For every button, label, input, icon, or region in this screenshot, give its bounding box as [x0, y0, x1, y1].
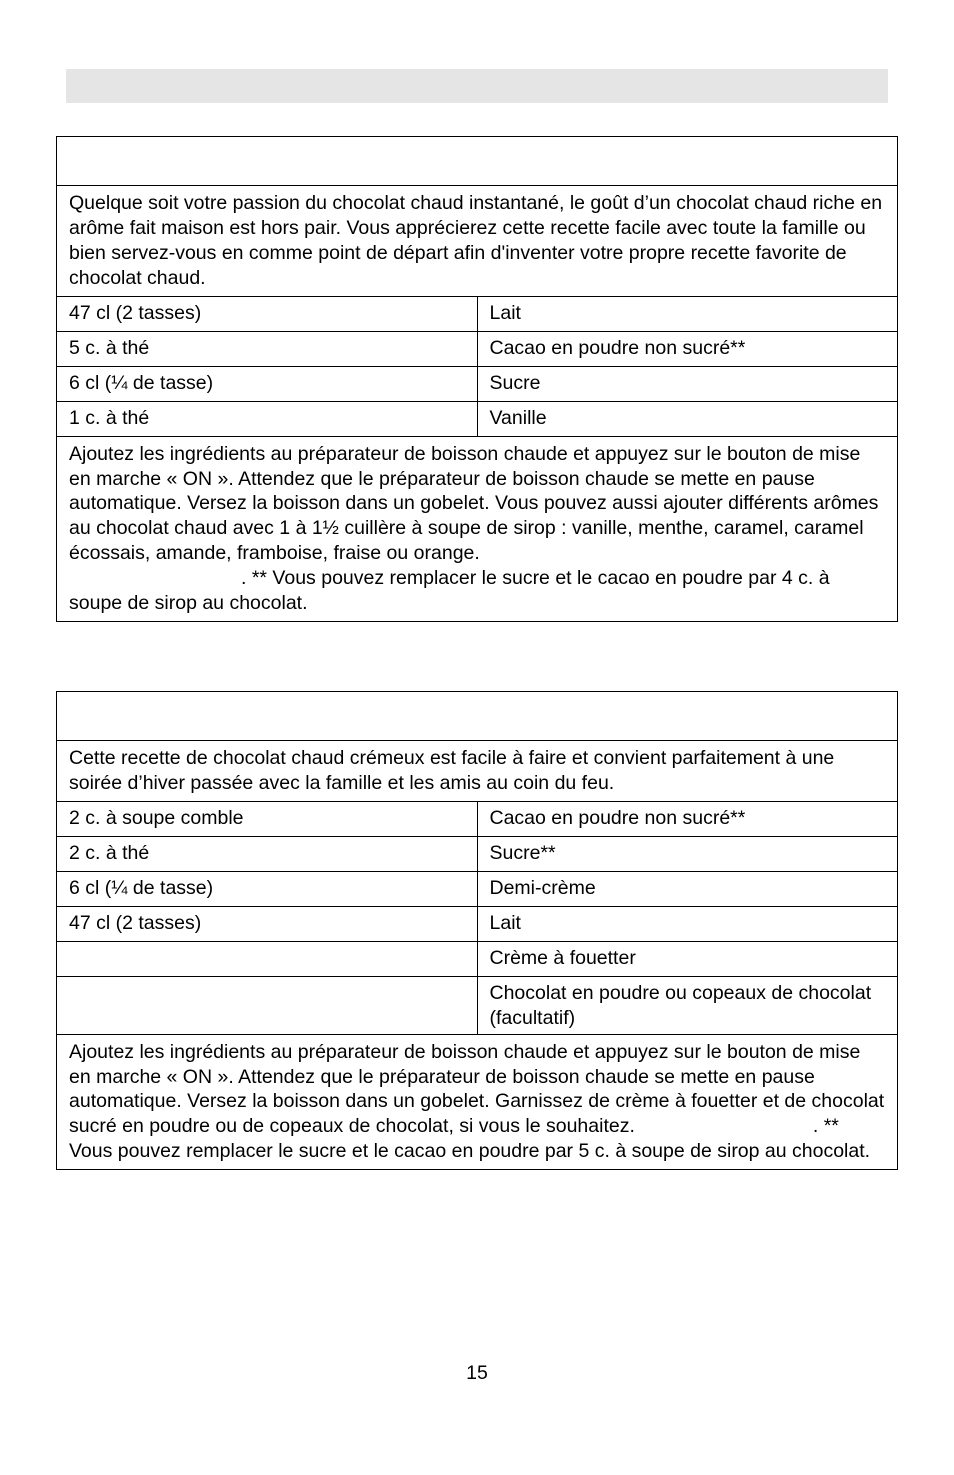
- section-header-band: [66, 69, 888, 103]
- instructions-note: . ** Vous pouvez remplacer le sucre et le cacao en poudre par 5 c. à soupe de sirop au chocolat.: [69, 1115, 871, 1163]
- ingredient-row: [57, 941, 898, 976]
- ingredient-row: [57, 801, 898, 836]
- ingredient-row: [57, 401, 898, 436]
- recipe-title-row: [57, 692, 898, 741]
- ingredient-quantity: 5 c. à thé: [57, 331, 478, 366]
- ingredient-name: Cacao en poudre non sucré**: [477, 331, 898, 366]
- ingredient-name: Crème à fouetter: [477, 941, 898, 976]
- recipe-instructions: [57, 1034, 898, 1170]
- recipe-table-1: [56, 136, 898, 622]
- ingredient-quantity: 2 c. à soupe comble: [57, 801, 478, 836]
- recipe-description-row: [57, 741, 898, 802]
- ingredient-name: Cacao en poudre non sucré**: [477, 801, 898, 836]
- ingredient-quantity: 2 c. à thé: [57, 836, 478, 871]
- ingredient-name: Lait: [477, 296, 898, 331]
- ingredient-name: Lait: [477, 906, 898, 941]
- recipe-instructions-row: [57, 1034, 898, 1170]
- instructions-note: . ** Vous pouvez remplacer le sucre et le cacao en poudre par 4 c. à soupe de sirop au chocolat.: [69, 567, 830, 615]
- ingredient-row: [57, 331, 898, 366]
- recipe-instructions-row: [57, 436, 898, 621]
- recipe-description-row: [57, 186, 898, 297]
- ingredient-name: Vanille: [477, 401, 898, 436]
- page-number: 15: [466, 1362, 488, 1384]
- ingredient-row: [57, 296, 898, 331]
- ingredient-row: [57, 836, 898, 871]
- ingredient-name: Sucre**: [477, 836, 898, 871]
- ingredient-quantity: 1 c. à thé: [57, 401, 478, 436]
- recipe-title-row: [57, 137, 898, 186]
- ingredient-quantity: 47 cl (2 tasses): [57, 296, 478, 331]
- ingredient-quantity: 47 cl (2 tasses): [57, 906, 478, 941]
- recipe-description: Cette recette de chocolat chaud crémeux est facile à faire et convient parfaitement à une soirée d’hiver passée avec la famille et les amis au coin du feu.: [57, 741, 898, 802]
- recipe-title: [57, 692, 898, 741]
- recipe-description: Quelque soit votre passion du chocolat chaud instantané, le goût d’un chocolat chaud riche en arôme fait maison est hors pair. Vous apprécierez cette recette facile avec toute la famille ou bien servez-vous en comme point de départ afin d'inventer votre propre recette favorite de chocolat chaud.: [57, 186, 898, 297]
- ingredient-row: [57, 906, 898, 941]
- recipe-title: [57, 137, 898, 186]
- instructions-text: Ajoutez les ingrédients au préparateur de boisson chaude et appuyez sur le bouton de mise en marche « ON ». Attendez que le préparateur de boisson chaude se mette en pause automatique. Versez la boisson dans un gobelet. Vous pouvez aussi ajouter différents arômes au chocolat chaud avec 1 à 1½ cuillère à soupe de sirop : vanille, menthe, caramel, caramel écossais, amande, framboise, fraise ou orange.: [69, 442, 879, 565]
- ingredient-name: Sucre: [477, 366, 898, 401]
- ingredient-name: Chocolat en poudre ou copeaux de chocolat (facultatif): [477, 976, 898, 1034]
- ingredient-quantity: 6 cl (¼ de tasse): [57, 871, 478, 906]
- ingredient-quantity: [57, 941, 478, 976]
- ingredient-name: Demi-crème: [477, 871, 898, 906]
- ingredient-quantity: 6 cl (¼ de tasse): [57, 366, 478, 401]
- recipe-instructions: [57, 436, 898, 621]
- ingredient-quantity: [57, 976, 478, 1034]
- instructions-text: Ajoutez les ingrédients au préparateur de boisson chaude et appuyez sur le bouton de mise en marche « ON ». Attendez que le préparateur de boisson chaude se mette en pause automatique. Versez la boisson dans un gobelet. Garnissez de crème à fouetter et de chocolat sucré en poudre ou de copeaux de chocolat, si vous le souhaitez.: [69, 1040, 885, 1138]
- recipe-table-2: [56, 691, 898, 1170]
- ingredient-row: [57, 871, 898, 906]
- ingredient-row: [57, 976, 898, 1034]
- ingredient-row: [57, 366, 898, 401]
